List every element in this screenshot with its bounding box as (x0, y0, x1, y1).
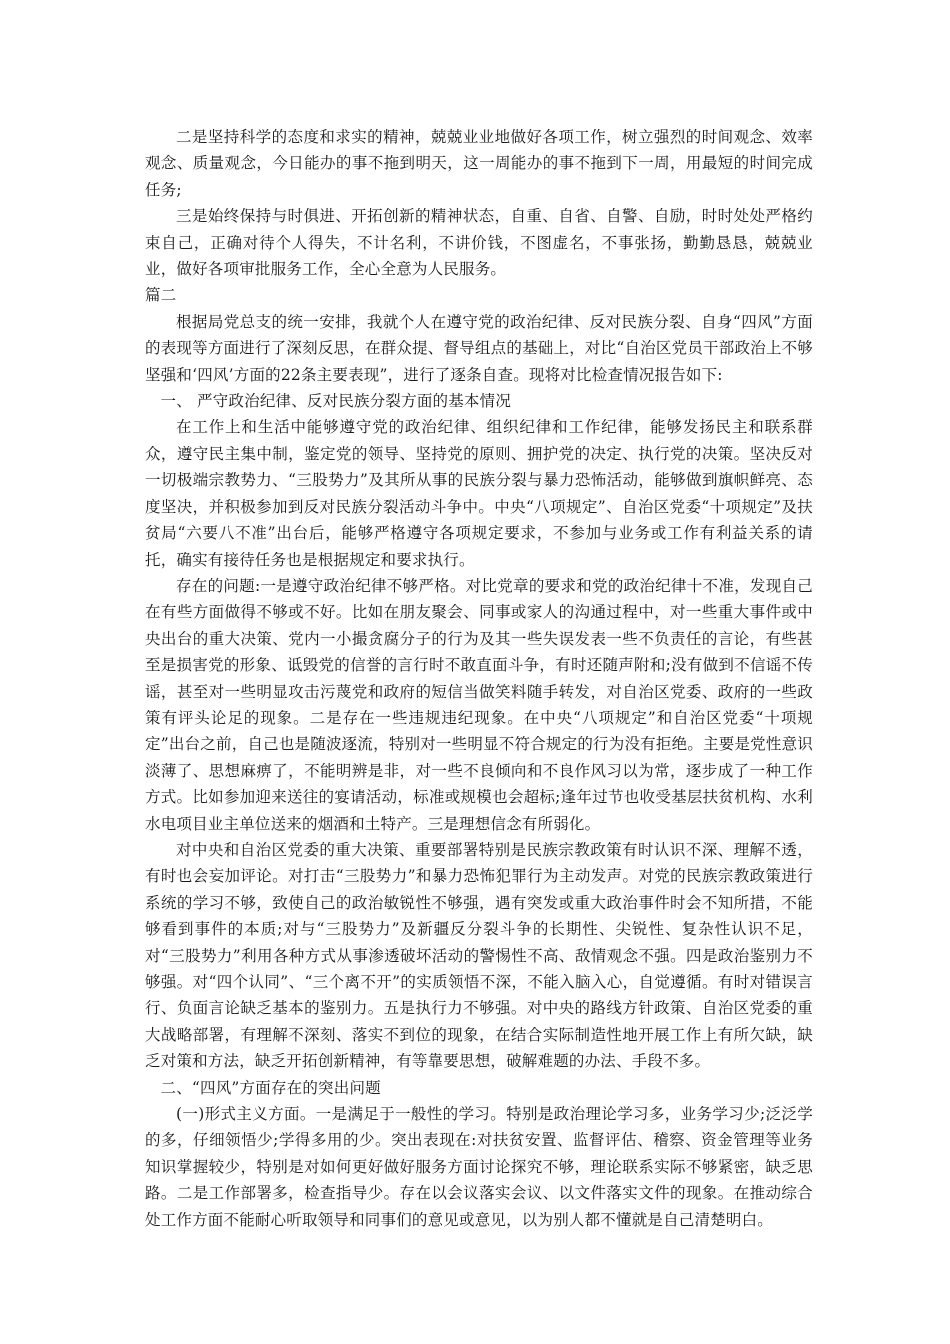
body-paragraph-formalism: (一)形式主义方面。一是满足于一般性的学习。特别是政治理论学习多，业务学习少;泛泛学的多，仔细领悟少;学得多用的少。突出表现在:对扶贫安置、监督评估、稽察、资金管理等业务知识掌握较少，特别是对如何更好做好服务方面讨论探究不够，理论联系实际不够紧密，缺乏思路。二是工作部署多，检查指导少。存在以会议落实会议、以文件落实文件的现象。在推动综合处工作方面不能耐心听取领导和同事们的意见或意见，以为别人都不懂就是自己清楚明白。 (145, 1105, 813, 1229)
body-paragraph-policy: 对中央和自治区党委的重大决策、重要部署特别是民族宗教政策有时认识不深、理解不透，有时也会妄加评论。对打击“三股势力”和暴力恐怖犯罪行为主动发声。对党的民族宗教政策进行系统的学习不够，致使自己的政治敏锐性不够强，遇有突发或重大政治事件时会不知所措，不能够看到事件的本质;对与“三股势力”及新疆反分裂斗争的长期性、尖锐性、复杂性认识不足，对“三股势力”利用各种方式从事渗透破坏活动的警惕性不高、敌情观念不强。四是政治鉴别力不够强。对“四个认同”、“三个离不开”的实质领悟不深，不能入脑入心，自觉遵循。有时对错误言行、负面言论缺乏基本的鉴别力。五是执行力不够强。对中央的路线方针政策、自治区党委的重大战略部署，有理解不深刻、落实不到位的现象，在结合实际制造性地开展工作上有所欠缺，缺乏对策和方法，缺乏开拓创新精神，有等靠要思想，破解难题的办法、手段不多。 (145, 840, 813, 1071)
paragraph-point-three: 三是始终保持与时俱进、开拓创新的精神状态，自重、自省、自警、自励，时时处处严格约束自己，正确对待个人得失，不计名利，不讲价钱，不图虚名，不事张扬，勤勤恳恳，兢兢业业，做好各项审批服务工作，全心全意为人民服务。 (145, 207, 813, 279)
document-page (145, 124, 813, 1233)
heading-section-one: 一、 严守政治纪律、反对民族分裂方面的基本情况 (160, 392, 512, 411)
paragraph-point-two: 二是坚持科学的态度和求实的精神，兢兢业业地做好各项工作，树立强烈的时间观念、效率观念、质量观念，今日能办的事不拖到明天，这一周能办的事不拖到下一周，用最短的时间完成任务; (145, 128, 813, 199)
body-paragraph-discipline: 在工作上和生活中能够遵守党的政治纪律、组织纪律和工作纪律，能够发扬民主和联系群众，遵守民主集中制，鉴定党的领导、坚持党的原则、拥护党的决定、执行党的决策。坚决反对一切极端宗教势力、“三股势力”及其所从事的民族分裂与暴力恐怖活动，能够做到旗帜鲜亮、态度坚决，并积极参加到反对民族分裂活动斗争中。中央“八项规定”、自治区党委“十项规定”及扶贫局“六要八不准”出台后，能够严格遵守各项规定要求，不参加与业务或工作有利益关系的请托，确实有接待任务也是根据规定和要求执行。 (145, 418, 813, 569)
section-label: 篇二 (145, 286, 177, 305)
body-paragraph-problems: 存在的问题:一是遵守政治纪律不够严格。对比党章的要求和党的政治纪律十不准，发现自己在有些方面做得不够或不好。比如在朋友聚会、同事或家人的沟通过程中，对一些重大事件或中央出台的重大决策、党内一小撮贪腐分子的行为及其一些失误发表一些不负责任的言论，有些甚至是损害党的形象、诋毁党的信誉的言行时不敢直面斗争，有时还随声附和;没有做到不信谣不传谣，甚至对一些明显攻击污蔑党和政府的短信当做笑料随手转发，对自治区党委、政府的一些政策有评头论足的现象。二是存在一些违规违纪现象。在中央“八项规定”和自治区党委“十项规定”出台之前，自己也是随波逐流，特别对一些明显不符合规定的行为没有拒绝。主要是党性意识淡薄了、思想麻痹了，不能明辨是非，对一些不良倾向和不良作风习以为常，逐步成了一种工作方式。比如参加迎来送往的宴请活动，标准或规模也会超标;逢年过节也收受基层扶贫机构、水利水电项目业主单位送来的烟酒和土特产。三是理想信念有所弱化。 (145, 576, 813, 833)
intro-paragraph: 根据局党总支的统一安排，我就个人在遵守党的政治纪律、反对民族分裂、自身“四风”方面的表现等方面进行了深刻反思，在群众提、督导组点的基础上，对比“自治区党员干部政治上不够坚强和‘四风’方面的22条主要表现”，进行了逐条自查。现将对比检查情况报告如下: (145, 312, 813, 384)
heading-section-two: 二、“四风”方面存在的突出问题 (160, 1078, 381, 1097)
